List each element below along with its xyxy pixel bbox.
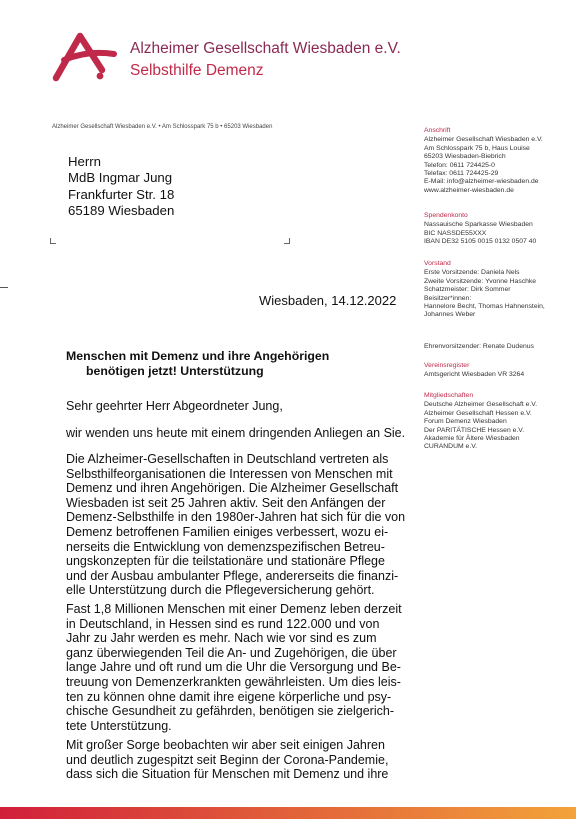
intro-paragraph [66,426,406,441]
sidebar-ehrenvorsitz [424,343,534,351]
intro-text: wir wenden uns heute mit einem dringenden Anliegen an Sie. [66,426,406,440]
sidebar-line: Telefax: 0611 724425-29 [424,170,499,178]
sidebar-line: Akademie für Ältere Wiesbaden [424,435,520,443]
sidebar-line: 65203 Wiesbaden-Biebrich [424,153,506,161]
paragraph-line: chische Gesundheit zu gefährden, benötigen sie zielgerich- [66,704,394,719]
sidebar-line: CURANDUM e.V. [424,443,478,451]
sidebar-heading: Vorstand [424,260,451,267]
sidebar-line: Alzheimer Gesellschaft Wiesbaden e.V. [424,136,543,144]
letter-date: Wiesbaden, 14.12.2022 [259,293,397,308]
paragraph-line: Fast 1,8 Millionen Menschen mit einer Demenz leben derzeit [66,602,402,616]
paragraph-line: lange Jahre und oft rund um die Uhr die Versorgung und Be- [66,660,401,675]
sidebar-line: BIC NASSDE55XXX [424,229,487,237]
recipient-line: Frankfurter Str. 18 [68,186,175,202]
paragraph-line: ungskonzepten für die teilstationäre und stationäre Pflege [66,554,385,569]
organization-name: Alzheimer Gesellschaft Wiesbaden e.V. [130,40,401,57]
letter-subject [66,349,329,379]
sender-return-line: Alzheimer Gesellschaft Wiesbaden e.V. • Am Schlosspark 75 b • 65203 Wiesbaden [52,124,273,130]
paragraph-line: ganz überwiegenden Teil die An- und Zugehörigen, die über [66,645,397,660]
sidebar-vorstand [424,260,545,320]
paragraph-line: und deutlich zugespitzt seit Beginn der Corona-Pandemie, [66,752,389,767]
paragraph-line: treuung von Demenzerkrankten gewährleisten. Um dies leis- [66,674,401,689]
address-window-corner-left [50,238,56,244]
paragraph-line: Wiesbaden ist seit 25 Jahren aktiv. Seit den Anfängen der [66,495,386,510]
paragraph-line: elle Unterstützung durch die Pflegeversicherung gehört. [66,583,375,598]
sidebar-line: Johannes Weber [424,311,476,319]
sidebar-line: Schatzmeister: Dirk Sommer [424,286,511,294]
paragraph-line: Demenz betroffenen Familien einiges verbessert, wozu ei- [66,524,389,539]
paragraph-line: Die Alzheimer-Gesellschaften in Deutschland vertreten als [66,452,389,466]
salutation [66,399,406,414]
sidebar-spendenkonto [424,212,536,247]
recipient-line: MdB Ingmar Jung [68,170,173,186]
sidebar-line: Beisitzer*innen: [424,294,472,302]
sidebar-vereinsregister [424,362,524,380]
sidebar-line: Telefon: 0611 724425-0 [424,161,495,169]
salutation-text: Sehr geehrter Herr Abgeordneter Jung, [66,399,283,413]
sidebar-anschrift [424,127,543,195]
sidebar-heading: Mitgliedschaften [424,392,474,399]
sidebar-line: Hannelore Becht, Thomas Hahnenstein, [424,303,545,311]
footer-color-bar [0,807,576,819]
sidebar-line: E-Mail: info@alzheimer-wiesbaden.de [424,178,539,186]
sidebar-heading: Anschrift [424,127,451,134]
sidebar-line: IBAN DE32 5105 0015 0132 0507 40 [424,238,537,246]
paragraph-3 [66,738,406,782]
paragraph-line: ten zu können ohne damit ihre eigene körperliche und psy- [66,689,392,704]
fold-mark [0,287,8,288]
paragraph-line: Mit großer Sorge beobachten wir aber seit einigen Jahren [66,738,385,752]
subject-line: benötigen jetzt! Unterstützung [86,364,264,378]
paragraph-line: und der Ausbau ambulanter Pflege, andererseits die finanzi- [66,568,399,583]
sidebar-line: Alzheimer Gesellschaft Hessen e.V. [424,409,532,417]
sidebar-line: Erste Vorsitzende: Daniela Nels [424,269,520,277]
sidebar-line: Nassauische Sparkasse Wiesbaden [424,221,533,229]
recipient-line: 65189 Wiesbaden [68,203,175,219]
sidebar-mitgliedschaften [424,392,537,452]
paragraph-line: nerseits die Entwicklung von demenzspezifischen Betreu- [66,539,385,554]
sidebar-heading: Vereinsregister [424,362,470,369]
subject-line: Menschen mit Demenz und ihre Angehörigen [66,349,330,363]
sidebar-line: Der PARITÄTISCHE Hessen e.V. [424,426,525,434]
sidebar-line: Forum Demenz Wiesbaden [424,418,507,426]
address-window-corner-right [284,238,290,244]
sidebar-line: Am Schlosspark 75 b, Haus Louise [424,144,530,152]
paragraph-line: Demenz und ihren Angehörigen. Die Alzheimer Gesellschaft [66,481,399,496]
paragraph-line: dass sich die Situation für Menschen mit Demenz und ihre [66,767,389,782]
sidebar-line: Zweite Vorsitzende: Yvonne Haschke [424,277,537,285]
paragraph-line: Jahr zu Jahr werden es mehr. Nach wie vor sind es zum [66,631,377,646]
paragraph-line: tete Unterstützung. [66,718,172,733]
paragraph-line: Selbsthilfeorganisationen die Interessen von Menschen mit [66,466,393,481]
sidebar-line: Deutsche Alzheimer Gesellschaft e.V. [424,401,538,409]
recipient-address [68,154,174,220]
sidebar-line: www.alzheimer-wiesbaden.de [424,186,514,194]
paragraph-2 [66,602,406,733]
sidebar-line: Amtsgericht Wiesbaden VR 3264 [424,371,525,379]
logo-icon [50,30,124,84]
sidebar-line: Ehrenvorsitzender: Renate Dudenus [424,343,534,350]
sidebar-heading: Spendenkonto [424,212,468,219]
paragraph-1 [66,452,406,598]
recipient-line: Herrn [68,154,101,169]
organization-subtitle: Selbsthilfe Demenz [130,62,264,79]
paragraph-line: Demenz-Selbsthilfe in den 1980er-Jahren hat sich für die von [66,510,406,525]
paragraph-line: in Deutschland, in Hessen sind es rund 122.000 und von [66,616,380,631]
